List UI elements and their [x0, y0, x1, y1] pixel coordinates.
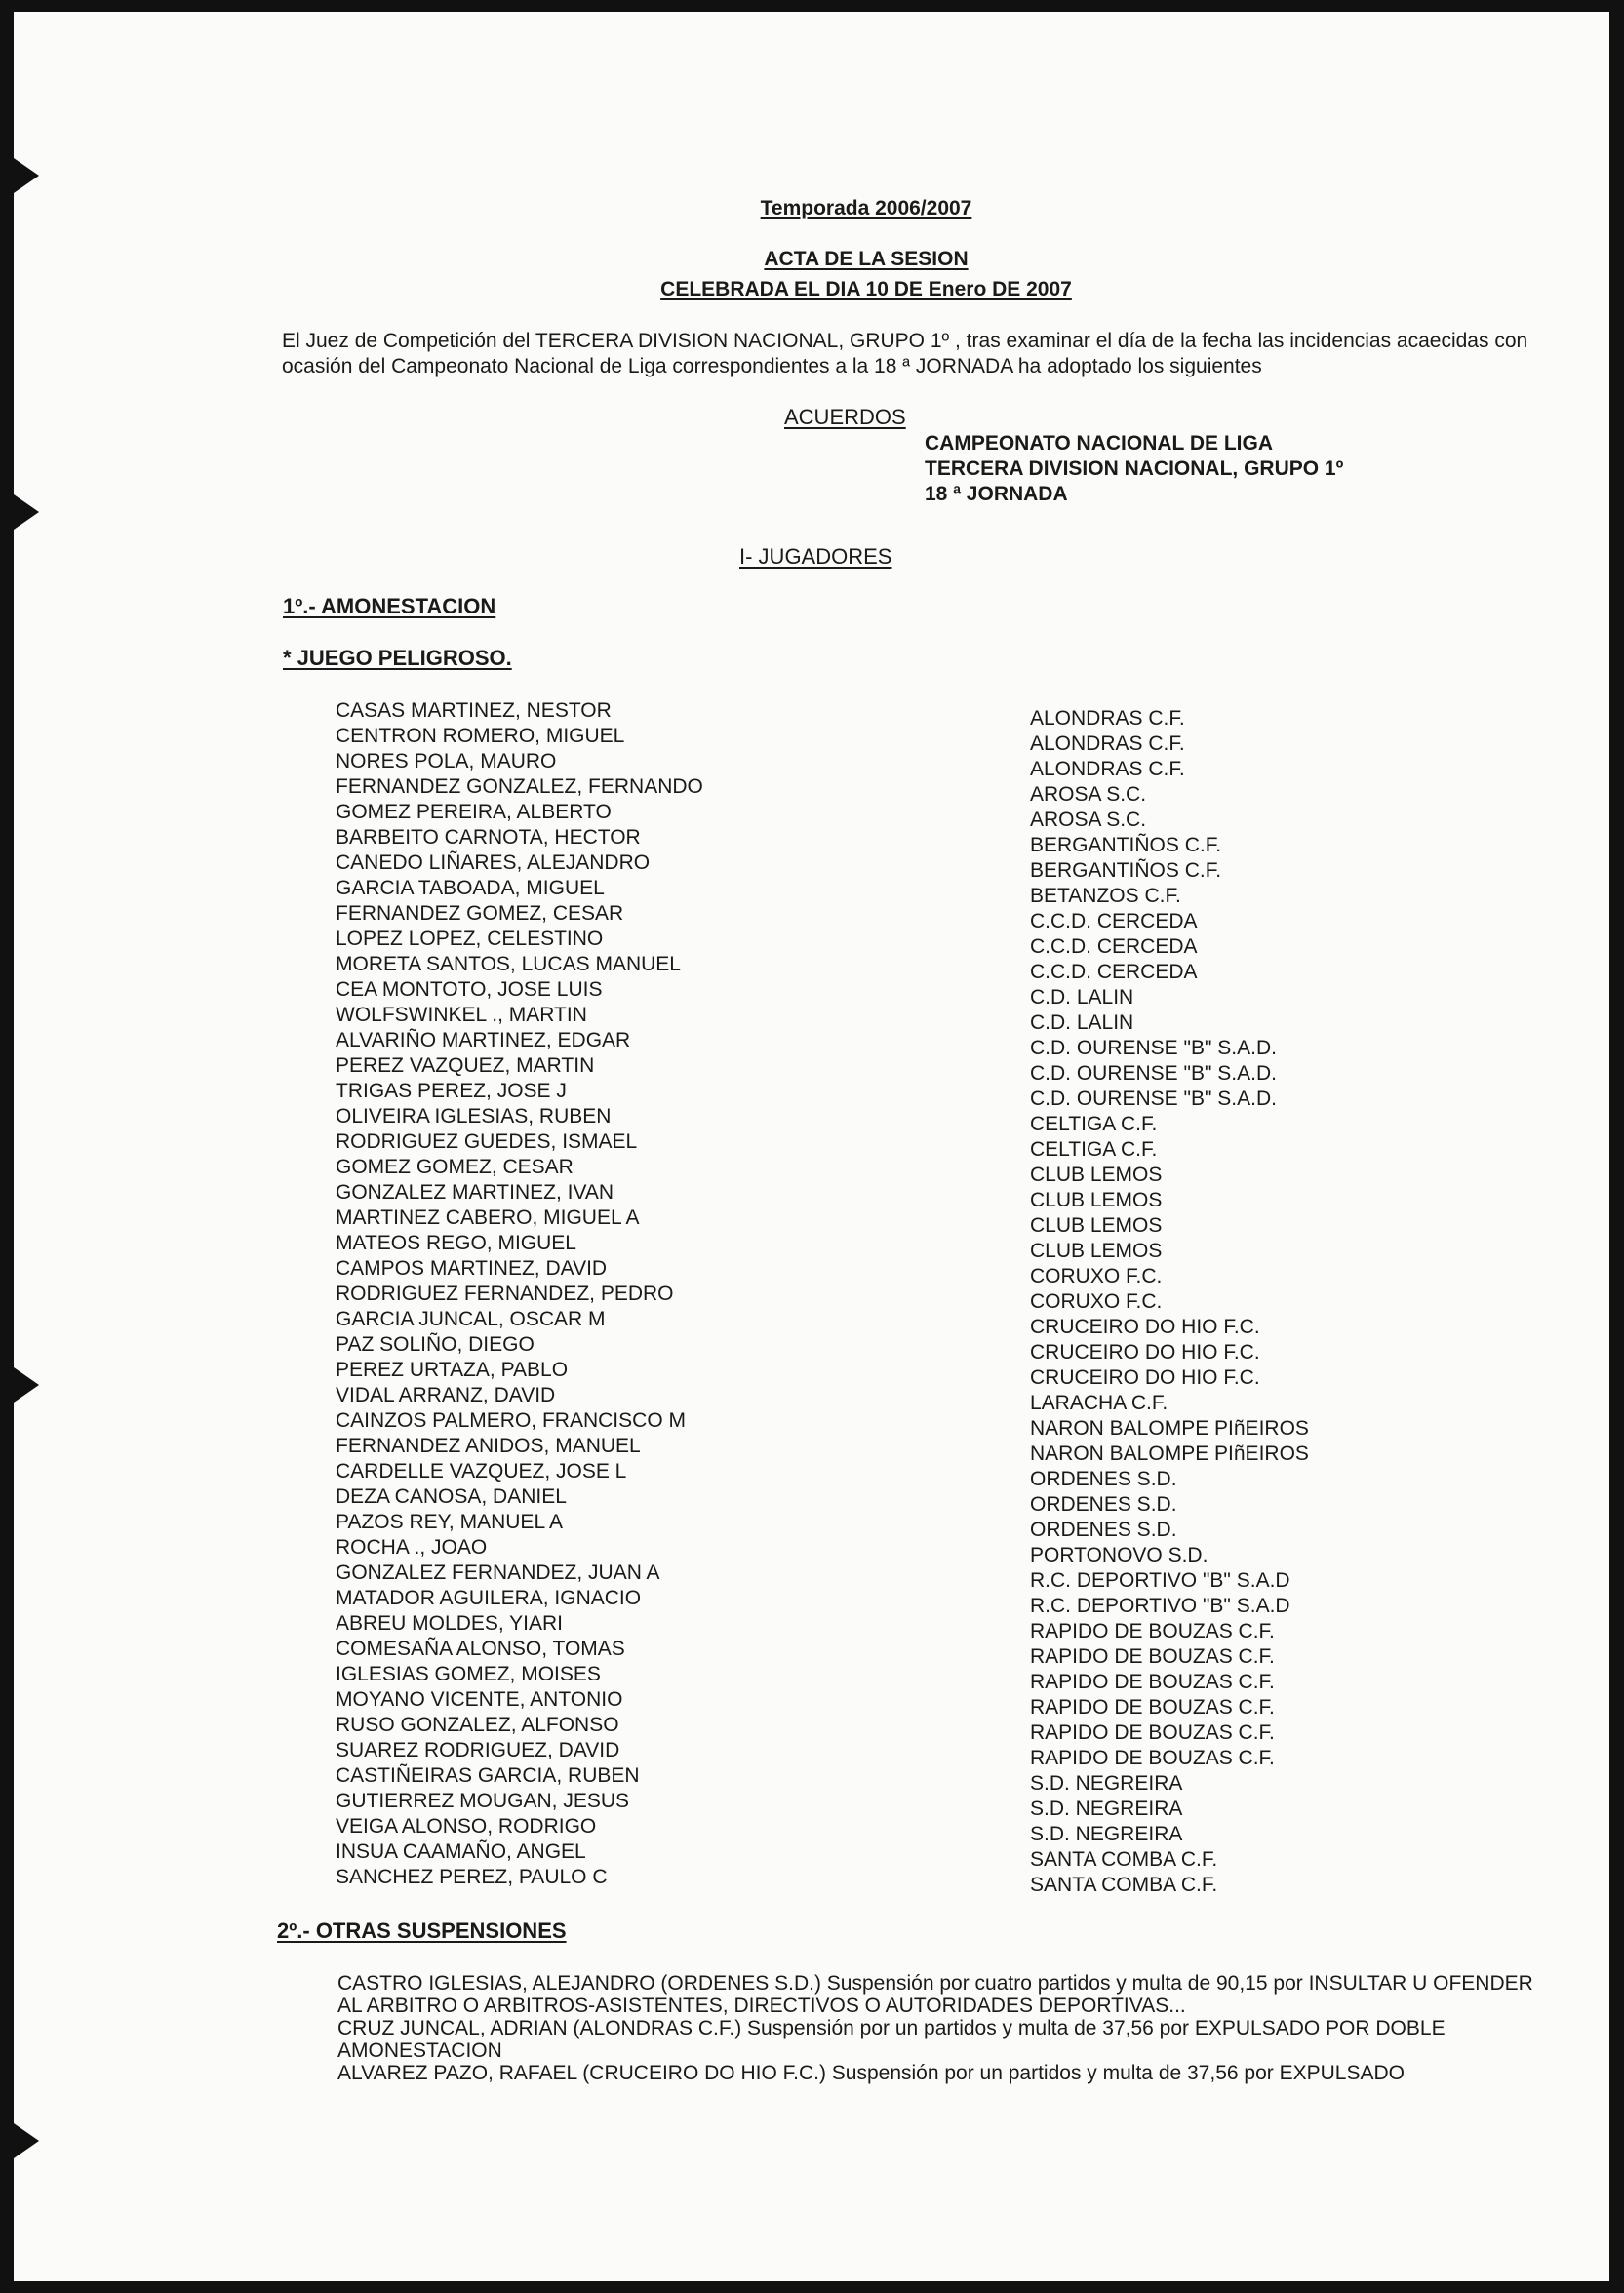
player-club: CLUB LEMOS	[1030, 1189, 1163, 1211]
player-name: CARDELLE VAZQUEZ, JOSE L	[336, 1460, 627, 1483]
player-club: NARON BALOMPE PIñEIROS	[1030, 1443, 1309, 1465]
player-name: ROCHA ., JOAO	[336, 1536, 488, 1559]
player-name: MOYANO VICENTE, ANTONIO	[336, 1688, 623, 1711]
player-club: BERGANTIÑOS C.F.	[1030, 834, 1222, 856]
player-row	[336, 1029, 1506, 1059]
player-row	[336, 1130, 1506, 1161]
player-row	[336, 1587, 1506, 1617]
player-club: C.D. OURENSE "B" S.A.D.	[1030, 1087, 1277, 1110]
player-row	[336, 1283, 1506, 1313]
player-club: RAPIDO DE BOUZAS C.F.	[1030, 1747, 1275, 1769]
player-name: PEREZ URTAZA, PABLO	[336, 1359, 569, 1381]
player-club: RAPIDO DE BOUZAS C.F.	[1030, 1645, 1275, 1668]
torn-edge-mark	[14, 158, 39, 193]
player-name: RUSO GONZALEZ, ALFONSO	[336, 1714, 619, 1736]
player-club: CLUB LEMOS	[1030, 1214, 1163, 1237]
player-name: GARCIA JUNCAL, OSCAR M	[336, 1308, 606, 1330]
player-row	[336, 1232, 1506, 1262]
player-club: CRUCEIRO DO HIO F.C.	[1030, 1366, 1260, 1389]
player-name: CANEDO LIÑARES, ALEJANDRO	[336, 851, 651, 874]
player-name: TRIGAS PEREZ, JOSE J	[336, 1080, 567, 1102]
player-club: C.D. LALIN	[1030, 1011, 1134, 1034]
suspension-item: CRUZ JUNCAL, ADRIAN (ALONDRAS C.F.) Suspensión por un partidos y multa de 37,56 por EXPULSADO POR DOBLE AMONESTACION	[337, 2017, 1446, 2062]
player-row	[336, 851, 1506, 882]
player-club: C.D. OURENSE "B" S.A.D.	[1030, 1037, 1277, 1059]
player-club: RAPIDO DE BOUZAS C.F.	[1030, 1696, 1275, 1719]
suspension-item: CASTRO IGLESIAS, ALEJANDRO (ORDENES S.D.) Suspensión por cuatro partidos y multa de 90,15 por INSULTAR U OFENDER AL ARBITRO O ARBITROS-ASISTENTES, DIRECTIVOS O AUTORIDADES DEPORTIVAS...	[337, 1972, 1533, 2017]
player-club: S.D. NEGREIRA	[1030, 1772, 1183, 1795]
player-name: OLIVEIRA IGLESIAS, RUBEN	[336, 1105, 612, 1127]
player-club: RAPIDO DE BOUZAS C.F.	[1030, 1671, 1275, 1693]
player-name: INSUA CAAMAÑO, ANGEL	[336, 1840, 586, 1863]
player-name: IGLESIAS GOMEZ, MOISES	[336, 1663, 601, 1685]
player-club: S.D. NEGREIRA	[1030, 1798, 1183, 1820]
player-name: COMESAÑA ALONSO, TOMAS	[336, 1638, 625, 1660]
player-name: SUAREZ RODRIGUEZ, DAVID	[336, 1739, 620, 1761]
torn-edge-mark	[14, 2123, 39, 2158]
player-club: CELTIGA C.F.	[1030, 1138, 1158, 1161]
player-row	[336, 1663, 1506, 1693]
competition-block	[925, 431, 1343, 507]
torn-edge-mark	[14, 1367, 39, 1403]
player-row	[336, 1308, 1506, 1338]
competition-division: TERCERA DIVISION NACIONAL, GRUPO 1º	[925, 457, 1344, 480]
player-row	[336, 1181, 1506, 1211]
player-club: PORTONOVO S.D.	[1030, 1544, 1208, 1566]
player-club: BERGANTIÑOS C.F.	[1030, 859, 1222, 882]
player-name: GOMEZ PEREIRA, ALBERTO	[336, 801, 612, 823]
player-name: CASTIÑEIRAS GARCIA, RUBEN	[336, 1764, 640, 1787]
player-club: ALONDRAS C.F.	[1030, 758, 1185, 780]
player-name: SANCHEZ PEREZ, PAULO C	[336, 1866, 608, 1888]
player-row	[336, 1435, 1506, 1465]
player-row	[336, 978, 1506, 1008]
player-club: AROSA S.C.	[1030, 783, 1147, 806]
player-name: CEA MONTOTO, JOSE LUIS	[336, 978, 603, 1001]
player-row	[336, 750, 1506, 780]
player-row	[336, 1612, 1506, 1642]
player-row	[336, 1688, 1506, 1719]
player-row	[336, 775, 1506, 806]
player-club: SANTA COMBA C.F.	[1030, 1874, 1218, 1896]
player-row	[336, 1384, 1506, 1414]
player-name: MATEOS REGO, MIGUEL	[336, 1232, 576, 1254]
player-name: PEREZ VAZQUEZ, MARTIN	[336, 1054, 595, 1077]
player-club: ALONDRAS C.F.	[1030, 732, 1185, 755]
player-name: CAMPOS MARTINEZ, DAVID	[336, 1257, 608, 1280]
player-row	[336, 1511, 1506, 1541]
player-name: GOMEZ GOMEZ, CESAR	[336, 1156, 574, 1178]
player-name: FERNANDEZ ANIDOS, MANUEL	[336, 1435, 641, 1457]
player-row	[336, 928, 1506, 958]
competition-name: CAMPEONATO NACIONAL DE LIGA	[925, 432, 1274, 455]
player-club: C.C.D. CERCEDA	[1030, 910, 1198, 932]
player-name: LOPEZ LOPEZ, CELESTINO	[336, 928, 604, 950]
player-name: CAINZOS PALMERO, FRANCISCO M	[336, 1409, 686, 1432]
player-club: LARACHA C.F.	[1030, 1392, 1168, 1414]
player-row	[336, 1638, 1506, 1668]
acta-heading: ACTA DE LA SESION	[764, 248, 969, 270]
player-row	[336, 1054, 1506, 1085]
player-row	[336, 1764, 1506, 1795]
player-name: MARTINEZ CABERO, MIGUEL A	[336, 1206, 640, 1229]
player-club: ALONDRAS C.F.	[1030, 707, 1185, 730]
player-name: CENTRON ROMERO, MIGUEL	[336, 725, 625, 747]
player-club: ORDENES S.D.	[1030, 1519, 1177, 1541]
player-club: CLUB LEMOS	[1030, 1164, 1163, 1186]
player-row	[336, 1004, 1506, 1034]
player-name: MATADOR AGUILERA, IGNACIO	[336, 1587, 642, 1609]
player-row	[336, 1206, 1506, 1237]
player-club: CORUXO F.C.	[1030, 1290, 1163, 1313]
player-name: GARCIA TABOADA, MIGUEL	[336, 877, 605, 899]
player-club: BETANZOS C.F.	[1030, 885, 1181, 907]
player-club: NARON BALOMPE PIñEIROS	[1030, 1417, 1309, 1440]
player-row	[336, 1333, 1506, 1364]
player-row	[336, 1790, 1506, 1820]
player-row	[336, 1409, 1506, 1440]
player-club: CORUXO F.C.	[1030, 1265, 1163, 1287]
player-row	[336, 1105, 1506, 1135]
suspensiones-title: 2º.- OTRAS SUSPENSIONES	[277, 1918, 567, 1943]
amonestacion-title: 1º.- AMONESTACION	[283, 594, 496, 618]
player-row	[336, 1257, 1506, 1287]
player-club: AROSA S.C.	[1030, 809, 1147, 831]
player-row	[336, 902, 1506, 932]
player-club: C.D. OURENSE "B" S.A.D.	[1030, 1062, 1277, 1085]
player-row	[336, 801, 1506, 831]
player-club: RAPIDO DE BOUZAS C.F.	[1030, 1620, 1275, 1642]
acuerdos-heading: ACUERDOS	[784, 405, 906, 429]
player-club: RAPIDO DE BOUZAS C.F.	[1030, 1721, 1275, 1744]
player-row	[336, 826, 1506, 856]
player-row	[336, 1156, 1506, 1186]
players-section-title: I- JUGADORES	[739, 544, 892, 569]
player-name: FERNANDEZ GONZALEZ, FERNANDO	[336, 775, 703, 798]
player-name: RODRIGUEZ GUEDES, ISMAEL	[336, 1130, 638, 1153]
season-heading: Temporada 2006/2007	[760, 197, 972, 219]
player-name: MORETA SANTOS, LUCAS MANUEL	[336, 953, 681, 975]
player-row	[336, 1739, 1506, 1769]
player-name: WOLFSWINKEL ., MARTIN	[336, 1004, 587, 1026]
player-row	[336, 725, 1506, 755]
document-page	[14, 12, 1609, 2281]
player-list	[336, 699, 1506, 1896]
player-name: ALVARIÑO MARTINEZ, EDGAR	[336, 1029, 631, 1051]
player-row	[336, 1460, 1506, 1490]
player-name: FERNANDEZ GOMEZ, CESAR	[336, 902, 624, 925]
player-row	[336, 877, 1506, 907]
player-row	[336, 1359, 1506, 1389]
session-date-heading: CELEBRADA EL DIA 10 DE Enero DE 2007	[660, 278, 1072, 300]
player-row	[336, 1080, 1506, 1110]
player-name: CASAS MARTINEZ, NESTOR	[336, 699, 612, 722]
player-club: R.C. DEPORTIVO "B" S.A.D	[1030, 1569, 1290, 1592]
juego-peligroso-subtitle: * JUEGO PELIGROSO.	[283, 646, 512, 670]
player-name: NORES POLA, MAURO	[336, 750, 557, 772]
torn-edge-mark	[14, 494, 39, 530]
player-name: GONZALEZ MARTINEZ, IVAN	[336, 1181, 614, 1204]
player-row	[336, 1714, 1506, 1744]
competition-round: 18 ª JORNADA	[925, 483, 1068, 505]
player-name: ABREU MOLDES, YIARI	[336, 1612, 564, 1635]
player-row	[336, 1866, 1506, 1896]
player-row	[336, 699, 1506, 730]
player-club: CELTIGA C.F.	[1030, 1113, 1158, 1135]
player-name: DEZA CANOSA, DANIEL	[336, 1485, 567, 1508]
player-club: S.D. NEGREIRA	[1030, 1823, 1183, 1845]
player-name: BARBEITO CARNOTA, HECTOR	[336, 826, 641, 849]
player-club: ORDENES S.D.	[1030, 1493, 1177, 1516]
player-row	[336, 1815, 1506, 1845]
player-name: VIDAL ARRANZ, DAVID	[336, 1384, 556, 1406]
player-name: RODRIGUEZ FERNANDEZ, PEDRO	[336, 1283, 674, 1305]
player-name: PAZ SOLIÑO, DIEGO	[336, 1333, 535, 1356]
player-club: CRUCEIRO DO HIO F.C.	[1030, 1341, 1260, 1364]
player-row	[336, 1562, 1506, 1592]
player-club: CRUCEIRO DO HIO F.C.	[1030, 1316, 1260, 1338]
player-club: ORDENES S.D.	[1030, 1468, 1177, 1490]
player-club: CLUB LEMOS	[1030, 1240, 1163, 1262]
player-row	[336, 1485, 1506, 1516]
player-row	[336, 953, 1506, 983]
player-club: C.D. LALIN	[1030, 986, 1134, 1008]
player-club: SANTA COMBA C.F.	[1030, 1848, 1218, 1871]
suspension-list	[337, 1972, 1537, 2084]
player-club: R.C. DEPORTIVO "B" S.A.D	[1030, 1595, 1290, 1617]
player-club: C.C.D. CERCEDA	[1030, 935, 1198, 958]
player-name: PAZOS REY, MANUEL A	[336, 1511, 564, 1533]
player-row	[336, 1536, 1506, 1566]
player-name: GUTIERREZ MOUGAN, JESUS	[336, 1790, 630, 1812]
intro-paragraph: El Juez de Competición del TERCERA DIVISION NACIONAL, GRUPO 1º , tras examinar el día de la fecha las incidencias acaecidas con ocasión del Campeonato Nacional de Liga correspondientes a la 18 ª JORNADA ha adoptado los siguientes	[282, 330, 1528, 377]
player-row	[336, 1840, 1506, 1871]
player-name: VEIGA ALONSO, RODRIGO	[336, 1815, 597, 1838]
player-name: GONZALEZ FERNANDEZ, JUAN A	[336, 1562, 660, 1584]
suspension-item: ALVAREZ PAZO, RAFAEL (CRUCEIRO DO HIO F.C.) Suspensión por un partidos y multa de 37,56 por EXPULSADO	[337, 2062, 1405, 2084]
player-club: C.C.D. CERCEDA	[1030, 961, 1198, 983]
